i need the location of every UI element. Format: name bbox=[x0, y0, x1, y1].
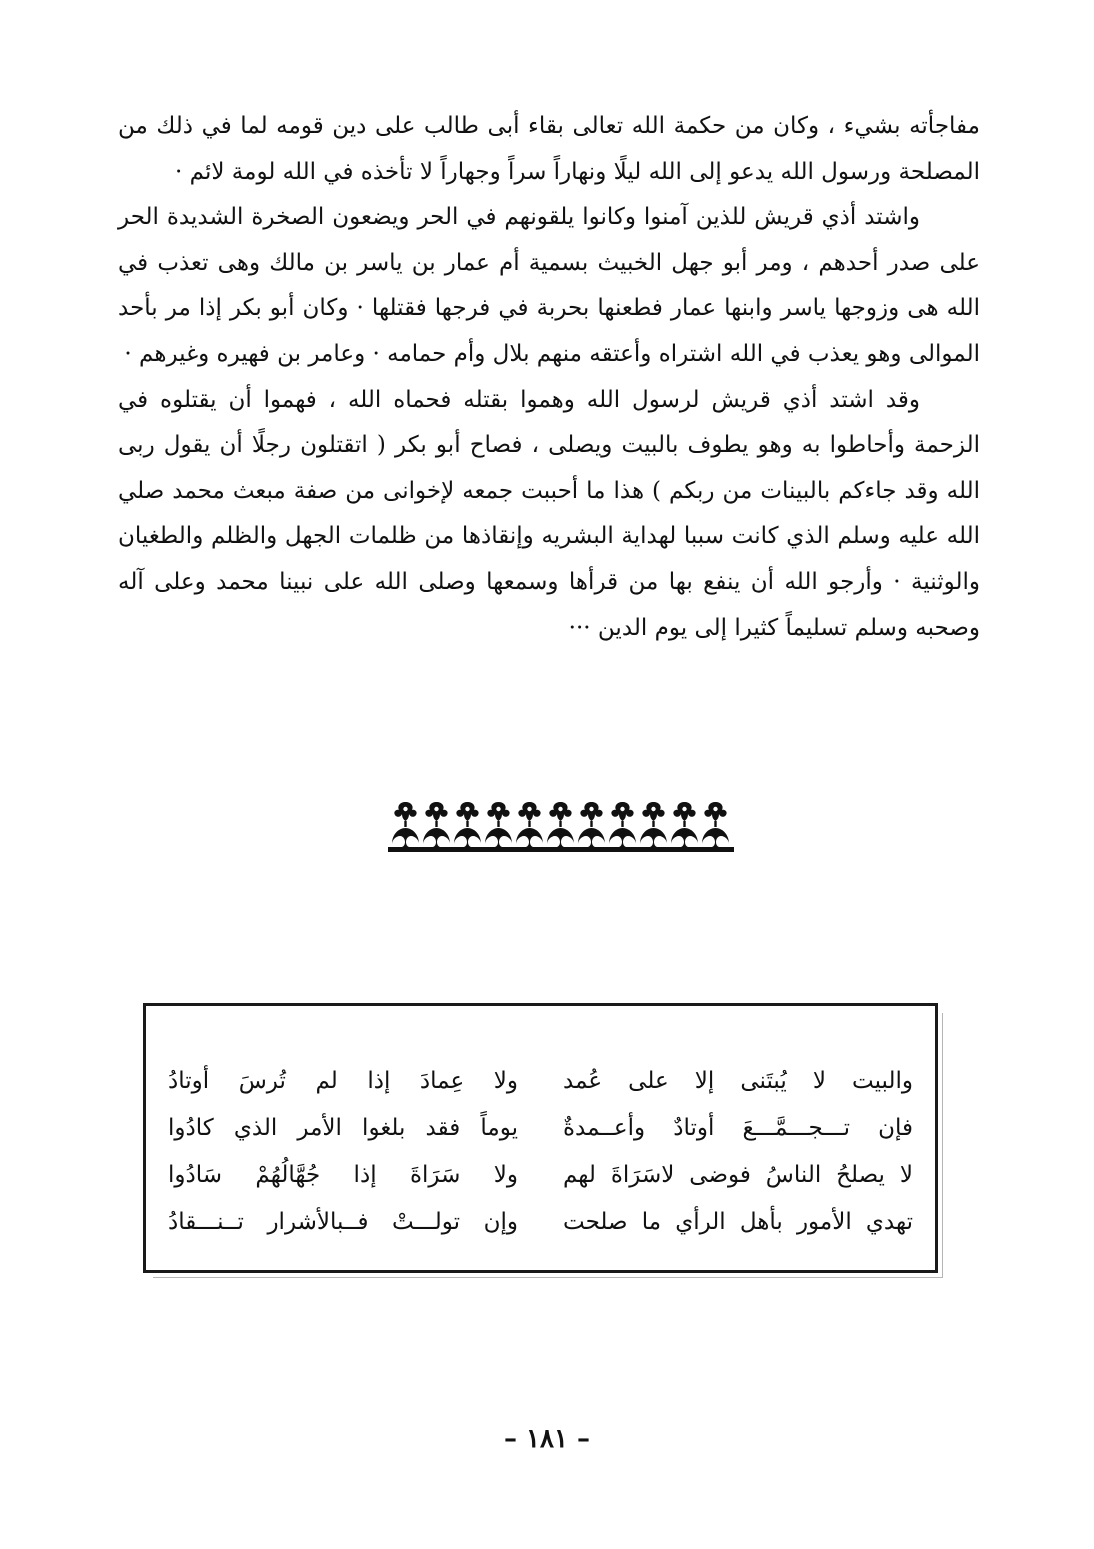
verse-1 bbox=[168, 1058, 913, 1105]
verse-2-first-hemistich: فإن تـــجـــمَّـــعَ أوتادٌ وأعــمدةٌ bbox=[563, 1115, 913, 1141]
page-number: – ١٨١ – bbox=[503, 1424, 591, 1454]
verse-3-first-hemistich: لا يصلحُ الناسُ فوضى لاسَرَاةَ لهم bbox=[563, 1162, 913, 1188]
paragraph-2: واشتد أذي قريش للذين آمنوا وكانوا يلقونهم في الحر ويضعون الصخرة الشديدة الحر على صدر أحدهم ، ومر أبو جهل الخبيث بسمية أم عمار بن ياسر بن مالك وهى تعذب في الله هى وزوجها ياسر وابنها عمار فطعنها بحربة في فرجها فقتلها · وكان أبو بكر إذا مر بأحد الموالى وهو يعذب في الله اشتراه وأعتقه منهم بلال وأم حمامه · وعامر بن فهيره وغيرهم · bbox=[118, 204, 980, 367]
verse-2-second-hemistich: يوماً فقد بلغوا الأمر الذي كادُوا bbox=[168, 1115, 518, 1141]
poem bbox=[168, 1058, 913, 1246]
verse-2 bbox=[168, 1105, 913, 1152]
paragraph-1: مفاجأته بشيء ، وكان من حكمة الله تعالى بقاء أبى طالب على دين قومه لما في ذلك من المصلحة ورسول الله يدعو إلى الله ليلًا ونهاراً سراً وجهاراً لا تأخذه في الله لومة لائم · bbox=[118, 113, 980, 185]
paragraph-3: وقد اشتد أذي قريش لرسول الله وهموا بقتله فحماه الله ، فهموا أن يقتلوه في الزحمة وأحاطوا به وهو يطوف بالبيت ويصلى ، فصاح أبو بكر ( اتقتلون رجلًا أن يقول ربى الله وقد جاءكم بالبينات من ربكم ) هذا ما أحببت جمعه لإخوانى من صفة مبعث محمد صلي الله عليه وسلم الذي كانت سببا لهداية البشريه وإنقاذها من ظلمات الجهل والظلم والطغيان والوثنية · وأرجو الله أن ينفع بها من قرأها وسمعها وصلى الله على نبينا محمد وعلى آله وصحبه وسلم تسليماً كثيرا إلى يوم الدين ··· bbox=[118, 386, 980, 641]
verse-4-first-hemistich: تهدي الأمور بأهل الرأي ما صلحت bbox=[563, 1209, 913, 1235]
verse-3 bbox=[168, 1152, 913, 1199]
verse-3-second-hemistich: ولا سَرَاةَ إذا جُهَّالُهُمْ سَادُوا bbox=[168, 1162, 518, 1188]
verse-1-second-hemistich: ولا عِمادَ إذا لم تُرسَ أوتادُ bbox=[168, 1068, 518, 1094]
verse-1-first-hemistich: والبيت لا يُبتَنى إلا على عُمد bbox=[563, 1068, 913, 1094]
verse-4 bbox=[168, 1199, 913, 1246]
floral-border-ornament-icon bbox=[388, 800, 734, 852]
body-text bbox=[118, 104, 980, 651]
poem-frame bbox=[143, 1003, 938, 1273]
verse-4-second-hemistich: وإن تولـــتْ فــبالأشرار تــنـــقادُ bbox=[168, 1209, 518, 1235]
